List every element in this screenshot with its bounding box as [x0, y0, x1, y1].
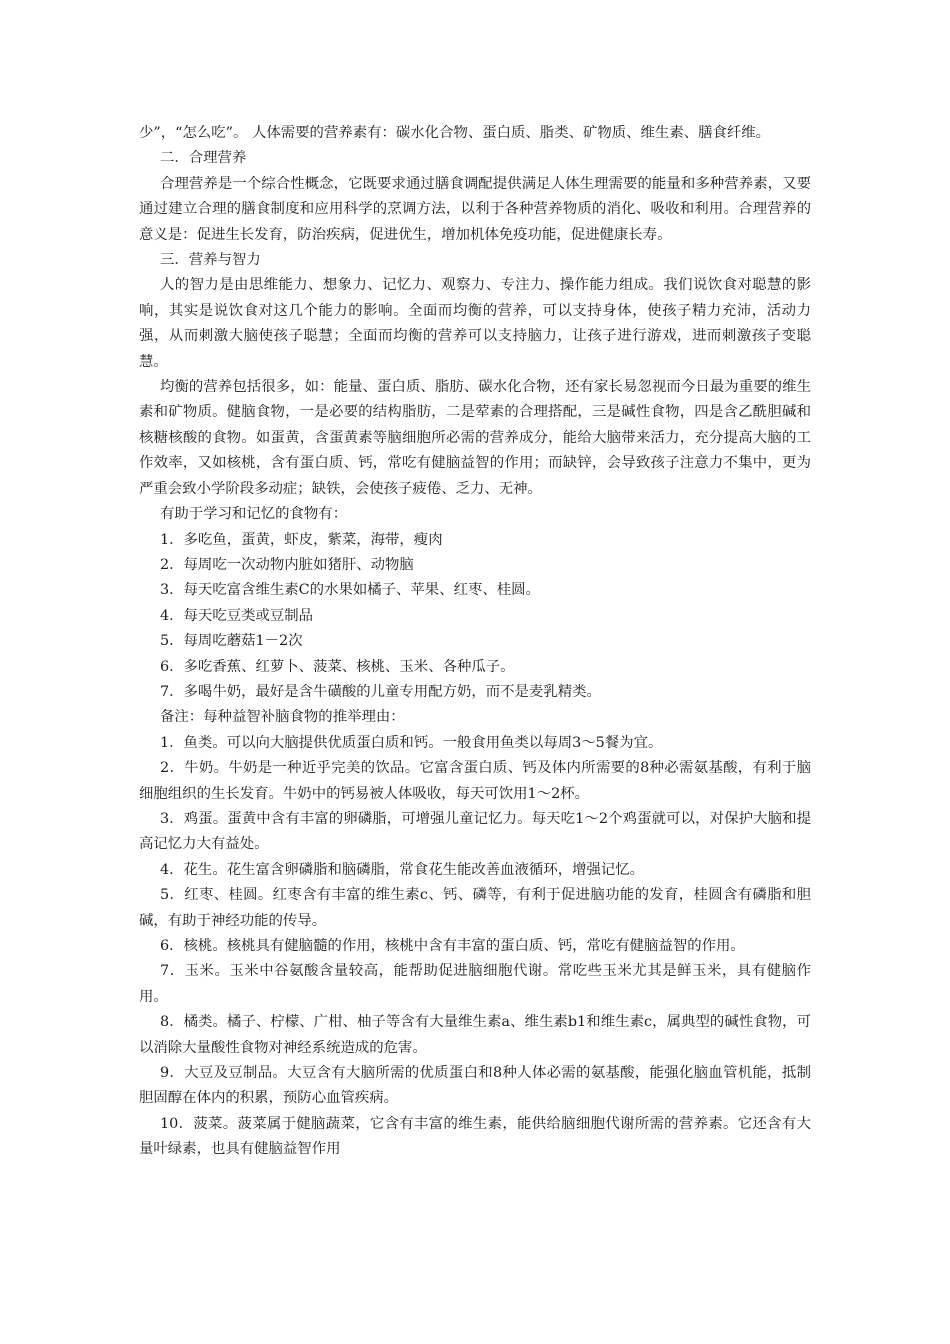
paragraph: 人的智力是由思维能力、想象力、记忆力、观察力、专注力、操作能力组成。我们说饮食对聪慧的影响，其实是说饮食对这几个能力的影响。全面而均衡的营养，可以支持身体，使孩子精力充沛，活动力强，从而刺激大脑使孩子聪慧；全面而均衡的营养可以支持脑力，让孩子进行游戏，进而刺激孩子变聪慧。 [139, 277, 811, 370]
paragraph: 少”，“怎么吃”。 人体需要的营养素有：碳水化合物、蛋白质、脂类、矿物质、维生素、膳食纤维。 [139, 125, 771, 141]
note-item: 1．鱼类。可以向大脑提供优质蛋白质和钙。一般食用鱼类以每周3～5餐为宜。 [160, 734, 663, 751]
note-item: 8．橘类。橘子、柠檬、广柑、柚子等含有大量维生素a、维生素b1和维生素c，属典型的碱性食物，可以消除大量酸性食物对神经系统造成的危害。 [139, 1014, 811, 1056]
paragraph: 合理营养是一个综合性概念，它既要求通过膳食调配提供满足人体生理需要的能量和多种营养素，又要通过建立合理的膳食制度和应用科学的烹调方法，以利于各种营养物质的消化、吸收和利用。合理营养的意义是：促进生长发育，防治疾病，促进优生，增加机体免疫功能，促进健康长寿。 [139, 175, 811, 243]
note-heading: 备注：每种益智补脑食物的推举理由： [160, 709, 405, 726]
list-item: 2．每周吃一次动物内脏如猪肝、动物脑 [160, 556, 414, 573]
section-heading: 三．营养与智力 [160, 252, 261, 269]
note-item: 5．红枣、桂圆。红枣含有丰富的维生素c、钙、磷等，有利于促进脑功能的发育，桂圆含有磷脂和胆碱，有助于神经功能的传导。 [139, 887, 811, 929]
note-item: 6．核桃。核桃具有健脑髓的作用，核桃中含有丰富的蛋白质、钙，常吃有健脑益智的作用。 [160, 938, 745, 954]
document-body [139, 121, 811, 1163]
list-heading: 有助于学习和记忆的食物有： [160, 506, 348, 523]
list-item: 3．每天吃富含维生素C的水果如橘子、苹果、红枣、桂圆。 [160, 582, 540, 599]
note-item: 7．玉米。玉米中谷氨酸含量较高，能帮助促进脑细胞代谢。常吃些玉米尤其是鲜玉米，具有健脑作用。 [139, 963, 811, 1005]
note-item: 2．牛奶。牛奶是一种近乎完美的饮品。它富含蛋白质、钙及体内所需要的8种必需氨基酸，有利于脑细胞组织的生长发育。牛奶中的钙易被人体吸收，每天可饮用1～2杯。 [139, 760, 811, 802]
list-item: 7．多喝牛奶，最好是含牛磺酸的儿童专用配方奶，而不是麦乳精类。 [160, 683, 601, 700]
note-item: 4．花生。花生富含卵磷脂和脑磷脂，常食花生能改善血液循环，增强记忆。 [160, 861, 645, 878]
list-item: 6．多吃香蕉、红萝卜、菠菜、核桃、玉米、各种瓜子。 [160, 658, 515, 675]
note-item: 9．大豆及豆制品。大豆含有大脑所需的优质蛋白和8种人体必需的氨基酸，能强化脑血管机能，抵制胆固醇在体内的积累，预防心血管疾病。 [139, 1065, 811, 1107]
paragraph: 均衡的营养包括很多，如：能量、蛋白质、脂肪、碳水化合物，还有家长易忽视而今日最为重要的维生素和矿物质。健脑食物，一是必要的结构脂肪，二是荤素的合理搭配，三是碱性食物，四是含乙酰胆碱和核糖核酸的食物。如蛋黄，含蛋黄素等脑细胞所必需的营养成分，能给大脑带来活力，充分提高大脑的工作效率，又如核桃，含有蛋白质、钙，常吃有健脑益智的作用；而缺锌，会导致孩子注意力不集中，更为严重会致小学阶段多动症；缺铁，会使孩子疲倦、乏力、无神。 [139, 379, 811, 497]
list-item: 5．每周吃蘑菇1－2次 [160, 633, 303, 650]
note-item: 3．鸡蛋。蛋黄中含有丰富的卵磷脂，可增强儿童记忆力。每天吃1～2个鸡蛋就可以，对保护大脑和提高记忆力大有益处。 [139, 810, 811, 853]
note-item: 10．菠菜。菠菜属于健脑蔬菜，它含有丰富的维生素，能供给脑细胞代谢所需的营养素。它还含有大量叶绿素，也具有健脑益智作用 [139, 1115, 811, 1158]
list-item: 4．每天吃豆类或豆制品 [160, 607, 314, 624]
section-heading: 二．合理营养 [160, 150, 247, 167]
list-item: 1．多吃鱼，蛋黄，虾皮，紫菜，海带，瘦肉 [160, 531, 443, 548]
